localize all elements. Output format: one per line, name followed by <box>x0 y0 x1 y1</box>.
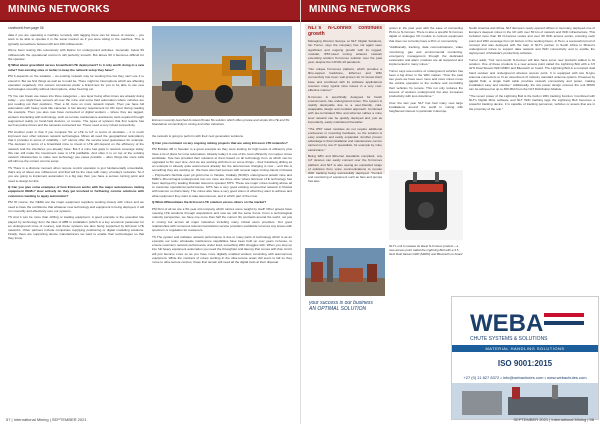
ad-slogan <box>309 300 449 330</box>
article-paragraph: PM Another point is that if you compare 5G or LTE to IoT in terms of densities – it is much improved over other wireless network technologies. Mines all need the geographical redundancy that it provides in terms of reliability – IoT cannot offer the service level guarantees for example. The decision in terms of a brownfield mine to invest in LTE will depend on the efficiency of the network and the interfaces you already have. But if a mine has gaps in network coverage today, this can still make the investment case in LTE justifiable. And often it is on top of the existing network infrastructure to make new technology use cases possible – often things like voice calls will still use the current comms setup. <box>8 129 144 164</box>
ad-slogan-sub: AN OPTIMAL SOLUTION <box>309 306 367 312</box>
weba-advertisement[interactable] <box>451 296 599 420</box>
ad-slogan-text: your success is our business <box>309 300 373 306</box>
article-paragraph: the network is going to perform with their next generation solutions. <box>152 134 244 138</box>
article-paragraph: Q What about greenfield versus brownfield LTE deployment? Is it only worth doing in a new mine? Can existing sites or better to keep the network setup they have? <box>8 63 144 72</box>
page-footer: 57 | International Mining | SEPTEMBER 2021 <box>6 417 87 422</box>
sidebar-column-2 <box>389 26 463 166</box>
article-paragraph: "Additionally, tracking, data communications, video monitoring, gas and environmental monitoring, emergency management through the dedicated evacuation and alarm modules are all supported and implemented in many mines." <box>389 45 463 67</box>
article-paragraph: Q What differentiates the Ericsson LTE solution versus others on the market? <box>152 200 267 205</box>
ad-product-photo <box>452 383 598 419</box>
article-paragraph: Turner says tele-metrics of underground vehicles has been a big driver in the WiFi market. "Over the past two years we have seen more and more mines move the vehicle operation to the surface and controlling their vehicles fro remote. This not only reduces the amount of workers underground but also increases productivity with less downtime." <box>389 68 463 99</box>
svg-text:WEBA: WEBA <box>470 310 544 337</box>
article-paragraph: Over the last year NLT has had many new large installations around the world in mining with heightened interest in particular in Europe, <box>389 100 463 114</box>
device-caption: NLT's unit to release its latest N-Connex product – a new access point called the Lightning Bolt with a 3.5 GHz Dual Stream WiFi (MIMO) and Bluetooth on board <box>389 244 463 256</box>
article-column-1 <box>8 26 144 410</box>
article-paragraph: "The IP67 rated modules do not require additional enclosures or mounting hardware, so the solution is easy scalable and easily expanded. Another proven advantage is that installation and maintenance can be carried out by non-IT specialists, for example by mine electricians." <box>308 126 382 152</box>
continued-note: continued from page 56 <box>8 26 44 30</box>
article-paragraph: "Our unique N-Connex platform, which provides a fibre-topped backbone, Ethernet and WiFi connectivity has been well-proven for its broad client base and combined with its software applications receives many typical mine issues in a very cost-effective manner." <box>308 66 382 92</box>
page-header <box>301 0 600 20</box>
header-divider <box>0 20 300 22</box>
page-footer: SEPTEMBER 2021 | International Mining | 58 <box>513 417 594 422</box>
right-page <box>300 0 600 424</box>
article-paragraph: We've been testing this extensively with Epiroc for underground activities. Generally, below 50 milliseconds the operational control is still perfectly smooth. But above 60 it becomes difficult for the operator. <box>8 48 144 61</box>
article-paragraph: Being WiFi and Ethernet standards compliant, any IoT devices can easily connect over the N-Connex platform and NLT is also seeing an expanded range of solutions from voice communications to remote WiFi tracking being successfully deployed. "Control and monitoring of equipment such as fans and pumps has also <box>308 154 382 184</box>
header-divider <box>301 20 600 22</box>
equipment-photo <box>152 26 292 116</box>
section-title: MINING NETWORKS <box>8 4 110 15</box>
article-paragraph: South America and Africa. NLT Europe's newly opened offices in Germany deployed one of Europe's deepest mines in the UK with over 50 km of network and WiFi infrastructure. This included more than 90 N-Connex nodes and over 60 WiFi access points, ensuring each point and WiFi coverage from pit bottom in the working faces. In Peru, a successful proof of concept trial was deployed with the help of NLT's partner in South Africa in Minsur's underground mines to support data network and WiFi connectivity and to enable the deployment of Modular's productivity software. <box>469 26 595 56</box>
ad-contact-line[interactable]: +27 (0) 11 827 8372 • info@webachutes.com • www.webachutes.com <box>463 375 587 380</box>
article-paragraph: TS There is a discrete moment when remote control operation is just fundamentally unworkable, that's any of about one millisecond, and that will be the case with many of today's networks. So if you are going to implement automation in a big way then you have a serious turning point and need to design for this. <box>8 165 144 183</box>
article-paragraph: "The recent power of the Lightning Bolt is the built-in WiFi tracking function. Combined with NLT's Digital Mine software and NLT WiFi tracking tags the Lightning Bolt becomes a powerful tracking device. It is capable of tracking personnel, vehicles or assets that are in the proximity of the unit." <box>469 94 595 111</box>
article-paragraph: TS The system and software network performance is due to many parts of technology which is as an example our tools: wholesale interference capabilities have been built up over years in-house, to ensure maximum network performance under load, something WiFi struggles with. When you step up into full heavy equipment automation you need the throughput and latency that comes with that. And it will just become more so as you have more digitally enabled workers consisting with autonomous equipment. While the numbers of mines working in the ultra-remote areas still seem to fall so they move to ultra-remote centres, those that remain will need all the digital tools at their disposal. <box>152 234 292 264</box>
article-paragraph: PM Of course, the OEMs are the major equipment suppliers working closely with mines and we need to have the confidence that whatever new technology and equipment is being deployed, it will run smoothly and effectively over our systems. <box>8 200 144 213</box>
iso-certification: ISO 9001:2015 <box>497 359 553 368</box>
article-paragraph: data if you are operating a machine remotely with lagging there can be issues of nuance – you want to be able to operate it in the same manner as if you were sitting in the machine. This is typically somewhere between 80 and 100 milliseconds. <box>8 33 144 46</box>
article-paragraph: N-Connex is specifically designed for harsh environments, like underground mines. The system is rapidly deployable due to a user-friendly, cold-swappable design and modular approach. Combined with pre-terminated fibre and ethernet cables a mine level network can be quickly deployed and, just as importantly, easily maintained thereafter. <box>308 94 382 124</box>
mine-site-photo <box>305 248 385 296</box>
access-point-photo <box>389 170 463 240</box>
section-title: MINING NETWORKS <box>309 4 411 15</box>
ad-tagline: MATERIAL HANDLING SOLUTIONS <box>452 345 598 352</box>
article-paragraph: Turner adds: "Our next-month N-Connex will also have some new products added to its solution. One of these products is a new access point called the Lightning Bolt with a 3.5 GHz Dual Stream WiFi MIMO and Bluetooth on board. The Lightning Bolt is a compact dual band outdoor and underground wireless access point. It is equipped with two N-type antenna connectors to fit an assortment of industry standard antenna options. Powered by gigabit PoE, a single Cat6 cable provides network connectivity and power, making installation easy and intuitive." Additionally, the low power design ensures the unit MIMO can be achieved at up to 300 Mbit from the NLT Distribution Module. <box>469 57 595 92</box>
article-paragraph: PM It depends on the situation – an existing network may be working fine but they can't use it to extend it. But we find things as well as it could be. There might be interruptions which are affecting operation negatively. Our owners sometimes prefer a brand-new for you to be able to use new technologies smoothly without interruptions, video freezing etc. <box>8 74 144 91</box>
weba-logo <box>464 307 588 343</box>
article-paragraph: Q Can you comment on any ongoing mining projects that are using Ericsson LTE networks? <box>152 140 288 145</box>
article-paragraph: PM First of all we are a 5G year old company which carries some weight by itself! Other groups have meeting LTE solutions through acquisitions and now we still the same fronts. From a technological maturity perspective, we have one more than half the current 4G contracts around the world, not just in mining but across all major industries including many critical users providers. Our good relationships with numerous telecommunications service providers worldwide removes any issues with spectrum or regulation for customers. <box>152 207 292 233</box>
photo-caption: Ericsson recently launched its latest Private 5G solution which offers private and simple 4G LTE and 5G Standalone connectivity to mining and other industries <box>152 118 290 126</box>
article-paragraph: TS And it can be more than drilling or loading equipment. A good example is the essential role played by technology from the likes of ABB in installation (which is a key economic parameter for an underground mine of course), and these systems are also being supported by Ericsson LTE networks. Other partners include companies supplying positioning or digital modelling solutions. Finally, there are supporting device manufacturers we want to enable their technologies so that they know <box>8 215 144 241</box>
sidebar-column-3 <box>469 26 595 292</box>
sidebar-column <box>308 26 382 244</box>
article-column-2 <box>152 134 292 410</box>
sidebar-title: NLT's N-Connex continues growth <box>308 26 382 37</box>
article-paragraph: Managing Director Europe at NLT Digital Solutions, Ian Turner, says the company has not again seen significant and ongoing growth with its rugged, modular, IP67-rated mining wireless network extending solution N-Connex solution over the past year, despite the COVID-19 pandemic. <box>308 39 382 65</box>
article-paragraph: PM Boliden AB in Sweden is a great example as they were looking for high levels of efficiency plus have a lot of plans for mine automation. Already today it is one of the most efficiently run copper mines worldwide. Tele has provided their solutions to them based on all technology from us which can be upgraded to 5G over time. And we are working with them on some things – their Kankberg drilling as an example is already quite autonomous already but the autonomous charging is now – and this is something they are working on. We have also had success with several major mining clients in Russia – Polymetal's Nezhda open pit gold mine in Yakutia, Uralkaly (NOR)'s underground potash mine and MMC's Zhemchugsk underground iron ore mine are three other where Ericsson LTE technology has been deployed by leading Russian telecoms operator MTS. These are major mines looking above all to maximise operational performance. MTS has a very good existing commercial network in Russia with telecom so that's likely. The mines also have a very good vision of what they want to achieve and what equipment they want to take autonomous, and in which part of the mine. <box>152 147 292 198</box>
page-header <box>0 0 300 20</box>
article-paragraph: TS You can break use cases into three categories – one layer being what mines are already doing today – you might have sensors all over the mine and some field automation where vehicles are just reading out their positions. Then a bit more on more network impact. Then you have full automation with heavy tools like cameras. A low latency requirement for RC input during reading the example. Then you also now have connected or digital workers – where they are tagged, workers interacting with technology, such as remote maintenance assistance tools required through augmented reality on hand-held devices, or remote. The types of systems that first require has such as police forces and the cameras connected too. These need a very robust connectivity. <box>8 93 144 128</box>
article-paragraph: grown in the past year with the ease of connecting PLCs to N-Connex. There is also a specific N-Connex digital or analogue I/O module to connect equipment that does not currently have a PLC or connectivity. <box>389 26 463 43</box>
svg-text:CHUTE SYSTEMS & SOLUTIONS: CHUTE SYSTEMS & SOLUTIONS <box>470 336 548 342</box>
article-paragraph: Q Can you give some examples of how Ericsson works with the major autonomous mining equipment OEMs? How actively do they get involved in furthering comms solutions with customers wanting to apply automation? <box>8 185 144 198</box>
